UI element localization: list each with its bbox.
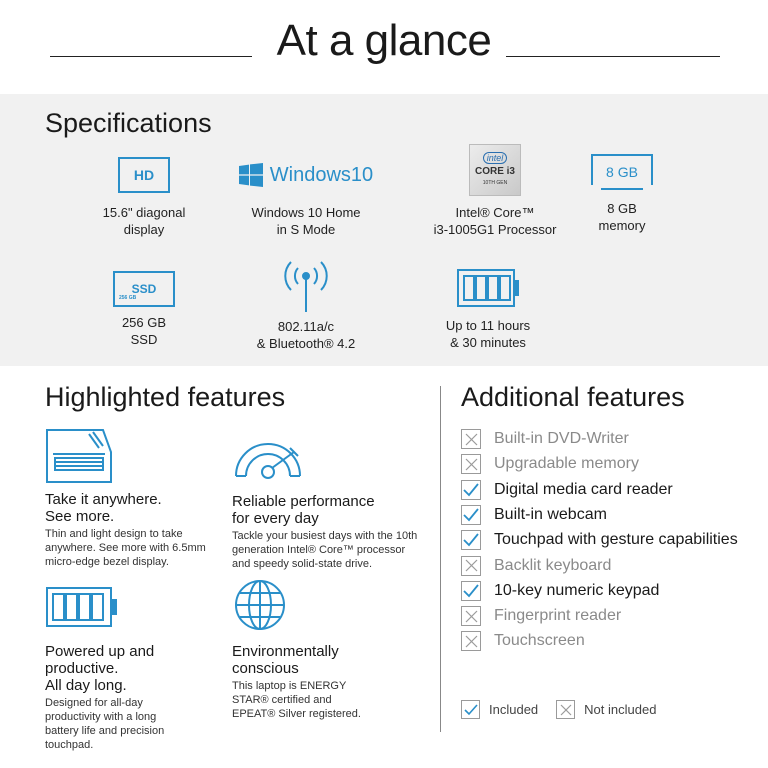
additional-feature-item [461, 605, 621, 627]
highlighted-features-heading: Highlighted features [45, 382, 286, 412]
spec-display-line1: 15.6" diagonal [102, 205, 186, 220]
speedometer-icon [232, 430, 304, 484]
check-icon [461, 581, 481, 601]
additional-feature-item [461, 630, 585, 652]
spec-memory-line1: 8 GB [607, 201, 637, 216]
feature-portability-title2: See more. [45, 508, 115, 525]
spec-processor-line1: Intel® Core™ [455, 205, 535, 220]
feature-performance [232, 430, 422, 571]
feature-battery-desc: Designed for all-day productivity with a long battery life and precision touchpad. [45, 697, 165, 751]
globe-icon [232, 578, 288, 632]
check-icon [461, 480, 481, 500]
additional-features-heading: Additional features [461, 382, 685, 412]
legend-included [461, 700, 538, 719]
hd-display-icon [84, 154, 204, 196]
check-icon [461, 530, 481, 550]
title-rule-right [506, 56, 720, 57]
spec-os-line1: Windows 10 Home [251, 205, 361, 220]
feature-battery-title3: All day long. [45, 677, 127, 694]
battery-full-icon [45, 586, 119, 628]
feature-battery-title2: productive. [45, 660, 119, 677]
spec-display [84, 154, 204, 238]
spec-memory-line2: memory [598, 218, 646, 233]
intel-badge-top: intel [483, 152, 508, 164]
additional-feature-label: Backlit keyboard [494, 556, 612, 574]
spec-processor-line2: i3-1005G1 Processor [433, 222, 557, 237]
cross-icon [556, 700, 575, 719]
feature-performance-title1: Reliable performance [232, 493, 375, 510]
specifications-section [0, 94, 768, 366]
intel-badge-mid: CORE i3 [474, 166, 515, 177]
ssd-badge-label: SSD [131, 282, 157, 296]
memory-icon [572, 152, 672, 192]
intel-badge-bot: 10TH GEN [482, 180, 508, 186]
laptop-icon [45, 428, 113, 484]
additional-feature-label: 10-key numeric keypad [494, 581, 660, 599]
hd-badge: HD [118, 157, 170, 193]
page-title: At a glance [276, 16, 492, 65]
cross-icon [461, 429, 481, 449]
additional-feature-item [461, 453, 639, 475]
ssd-badge [113, 271, 175, 307]
feature-environment-desc: This laptop is ENERGY STAR® certified and EPEAT® Silver registered. [232, 680, 361, 720]
additional-feature-item [461, 580, 659, 602]
spec-display-line2: display [123, 222, 165, 237]
additional-feature-item [461, 555, 611, 577]
memory-badge-label: 8 GB [606, 163, 638, 180]
spec-battery [418, 264, 558, 351]
page-header [0, 0, 768, 94]
additional-feature-label: Built-in DVD-Writer [494, 430, 629, 447]
legend [461, 700, 674, 719]
additional-feature-item [461, 479, 673, 501]
feature-environment-title1: Environmentally [232, 643, 339, 660]
spec-storage-line1: 256 GB [121, 315, 167, 330]
specifications-heading: Specifications [45, 108, 212, 138]
spec-os [235, 154, 377, 238]
ssd-icon [94, 270, 194, 308]
spec-storage [94, 270, 194, 348]
legend-included-label: Included [489, 702, 539, 717]
feature-battery-title1: Powered up and [45, 643, 155, 660]
windows-logo-text: Windows10 [269, 163, 374, 186]
spec-wireless [236, 258, 376, 352]
spec-os-line2: in S Mode [276, 222, 336, 237]
additional-feature-label: Fingerprint reader [494, 607, 622, 625]
feature-performance-title2: for every day [232, 510, 319, 527]
spec-wireless-line1: 802.11a/c [277, 319, 335, 334]
feature-environment-title2: conscious [232, 660, 299, 677]
battery-icon [418, 264, 558, 312]
additional-feature-item [461, 504, 607, 526]
additional-feature-label: Touchpad with gesture capabilities [494, 531, 738, 549]
spec-processor [420, 144, 570, 238]
additional-feature-label: Digital media card reader [494, 480, 673, 498]
spec-wireless-line2: & Bluetooth® 4.2 [256, 336, 356, 351]
check-icon [461, 700, 480, 719]
spec-storage-line2: SSD [130, 332, 158, 347]
additional-feature-label: Upgradable memory [494, 455, 639, 473]
cross-icon [461, 606, 481, 626]
additional-feature-item [461, 428, 629, 450]
check-icon [461, 505, 481, 525]
feature-performance-desc: Tackle your busiest days with the 10th generation Intel® Core™ processor and speedy solid-state drive. [232, 530, 418, 570]
section-divider [440, 386, 441, 732]
spec-battery-line2: & 30 minutes [450, 335, 526, 350]
feature-battery [45, 586, 225, 752]
memory-badge [591, 154, 653, 190]
additional-feature-label: Touchscreen [494, 632, 585, 650]
feature-portability [45, 428, 225, 569]
intel-core-i3-badge-icon [420, 144, 570, 196]
windows-logo-icon [235, 154, 377, 196]
cross-icon [461, 631, 481, 651]
feature-portability-desc: Thin and light design to take anywhere. See more with 6.5mm micro-edge bezel display. [45, 528, 206, 568]
wireless-antenna-icon [236, 258, 376, 314]
feature-environment [232, 578, 412, 721]
legend-not-included [556, 700, 656, 719]
feature-portability-title1: Take it anywhere. [45, 491, 162, 508]
legend-not-included-label: Not included [584, 702, 657, 717]
additional-feature-item [461, 529, 738, 551]
spec-battery-line1: Up to 11 hours [445, 318, 531, 333]
cross-icon [461, 556, 481, 576]
ssd-badge-sub: 256 GB [119, 295, 137, 301]
cross-icon [461, 454, 481, 474]
additional-feature-label: Built-in webcam [494, 505, 607, 523]
spec-memory [572, 152, 672, 234]
